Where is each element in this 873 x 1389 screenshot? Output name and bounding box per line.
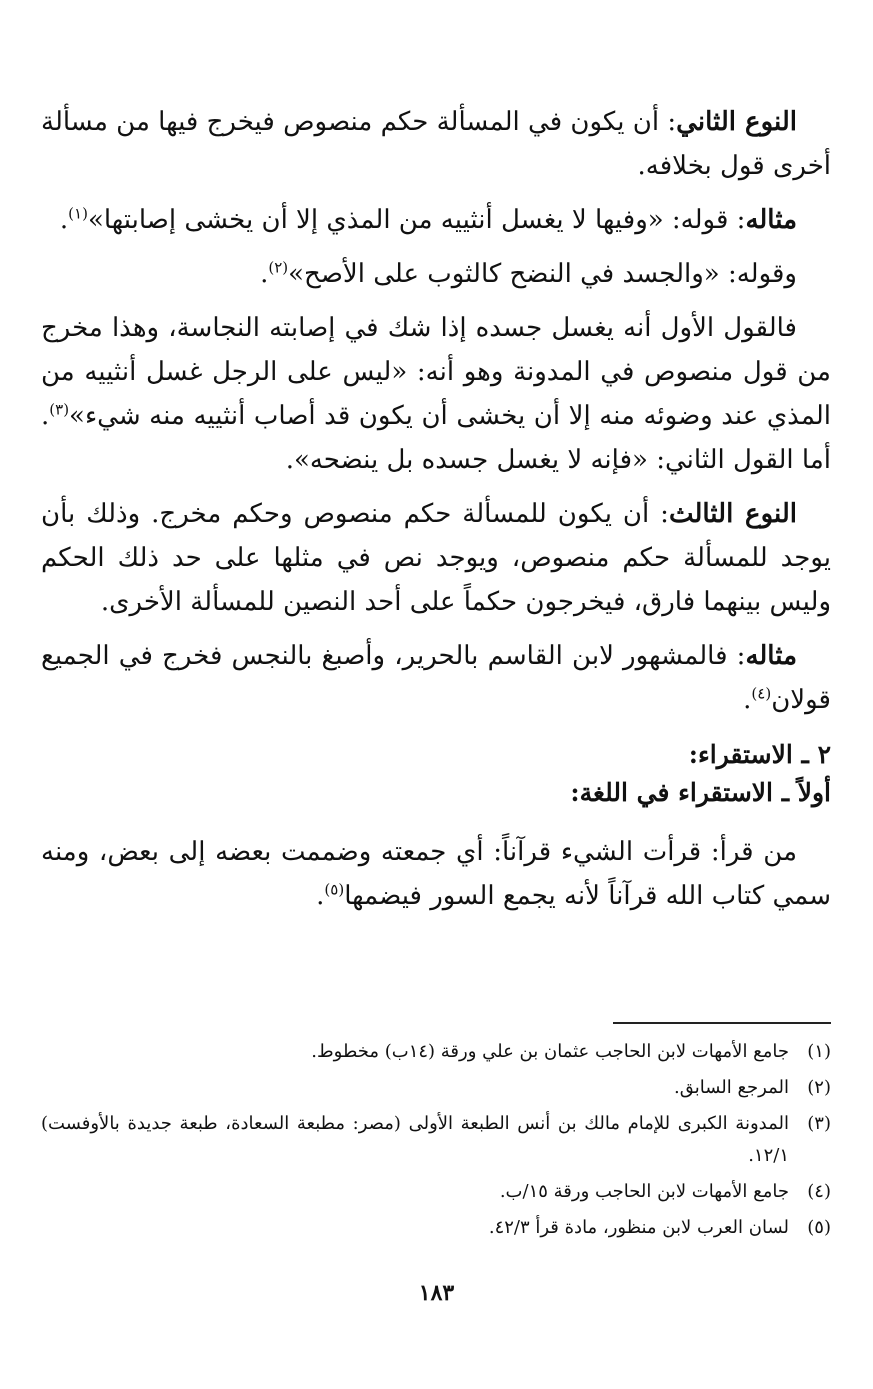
footnote-number: (٢) [807, 1077, 831, 1098]
footnote-number: (٤) [807, 1181, 831, 1202]
footnote-ref: (٣) [49, 400, 70, 419]
footnote-ref: (٥) [324, 880, 345, 899]
paragraph-end: . [743, 685, 752, 715]
footnote-ref: (١) [68, 204, 88, 223]
footnote-item [41, 1072, 831, 1104]
footnote-text: المرجع السابق. [673, 1077, 789, 1098]
paragraph-text: : فالمشهور لابن القاسم بالحرير، وأصبغ بالنجس فخرج في الجميع قولان [41, 641, 831, 715]
paragraph-text: : قوله: «وفيها لا يغسل أنثييه من المذي إلا أن يخشى إصابتها» [87, 205, 746, 235]
footnote-ref: (٤) [751, 684, 772, 703]
paragraph-end: . أما القول الثاني: «فإنه لا يغسل جسده بل ينضحه». [41, 401, 831, 475]
paragraph-text: : أن يكون في المسألة حكم منصوص فيخرج فيها من مسألة أخرى قول بخلافه. [41, 107, 831, 181]
paragraph-label: النوع الثاني [676, 107, 797, 137]
section-headings [41, 736, 831, 812]
footnote-text: جامع الأمهات لابن الحاجب ورقة ١٥/ب. [499, 1181, 789, 1202]
paragraph-label: مثاله [745, 205, 797, 235]
footnote-text: المدونة الكبرى للإمام مالك بن أنس الطبعة الأولى (مصر: مطبعة السعادة، طبعة جديدة بالأوفست) ١٢/١. [41, 1113, 789, 1166]
paragraph-end: . [59, 205, 69, 235]
subsection-heading: أولاً ـ الاستقراء في اللغة: [570, 778, 831, 807]
paragraph-definition [41, 830, 831, 918]
paragraph-text: من قرأ: قرأت الشيء قرآناً: أي جمعته وضممت بعضه إلى بعض، ومنه سمي كتاب الله قرآناً لأنه يجمع السور فيضمها [41, 837, 831, 911]
paragraph-text: فالقول الأول أنه يغسل جسده إذا شك في إصابته النجاسة، وهذا مخرج من قول منصوص في المدونة وهو أنه: «ليس على الرجل غسل أنثييه من المذي عند وضوئه منه إلا أن يخشى أن يكون قد أصاب أنثييه منه شيء» [41, 313, 831, 431]
paragraph-quote [41, 252, 831, 296]
paragraph-example-one [41, 198, 831, 242]
footnote-item [41, 1176, 831, 1208]
footnote-divider [613, 1022, 831, 1024]
paragraph-text: وقوله: «والجسد في النضح كالثوب على الأصح» [288, 259, 797, 289]
paragraph-label: النوع الثالث [668, 499, 797, 529]
footnote-ref: (٢) [268, 258, 289, 277]
paragraph-end: . [260, 259, 269, 289]
footnote-text: لسان العرب لابن منظور، مادة قرأ ٤٢/٣. [488, 1217, 789, 1238]
paragraph-first-opinion [41, 306, 831, 482]
footnote-number: (٥) [807, 1217, 831, 1238]
footnotes [41, 1036, 831, 1248]
paragraph-type-three [41, 492, 831, 624]
section-heading: ٢ ـ الاستقراء: [688, 740, 831, 769]
main-text [41, 100, 831, 928]
paragraph-text: : أن يكون للمسألة حكم منصوص وحكم مخرج. وذلك بأن يوجد للمسألة حكم منصوص، ويوجد نص في مثلها على حد ذلك الحكم وليس بينهما فارق، فيخرجون حكماً على أحد النصين للمسألة الأخرى. [41, 499, 831, 617]
footnote-number: (٣) [807, 1113, 831, 1134]
footnote-item [41, 1108, 831, 1172]
page-number: ١٨٣ [418, 1280, 455, 1306]
footnote-text: جامع الأمهات لابن الحاجب عثمان بن علي ورقة (١٤ب) مخطوط. [311, 1041, 789, 1062]
footnote-number: (١) [807, 1041, 831, 1062]
paragraph-type-two [41, 100, 831, 188]
footnote-item [41, 1212, 831, 1244]
paragraph-example-two [41, 634, 831, 722]
footnote-item [41, 1036, 831, 1068]
paragraph-label: مثاله [745, 641, 797, 671]
paragraph-end: . [316, 881, 325, 911]
